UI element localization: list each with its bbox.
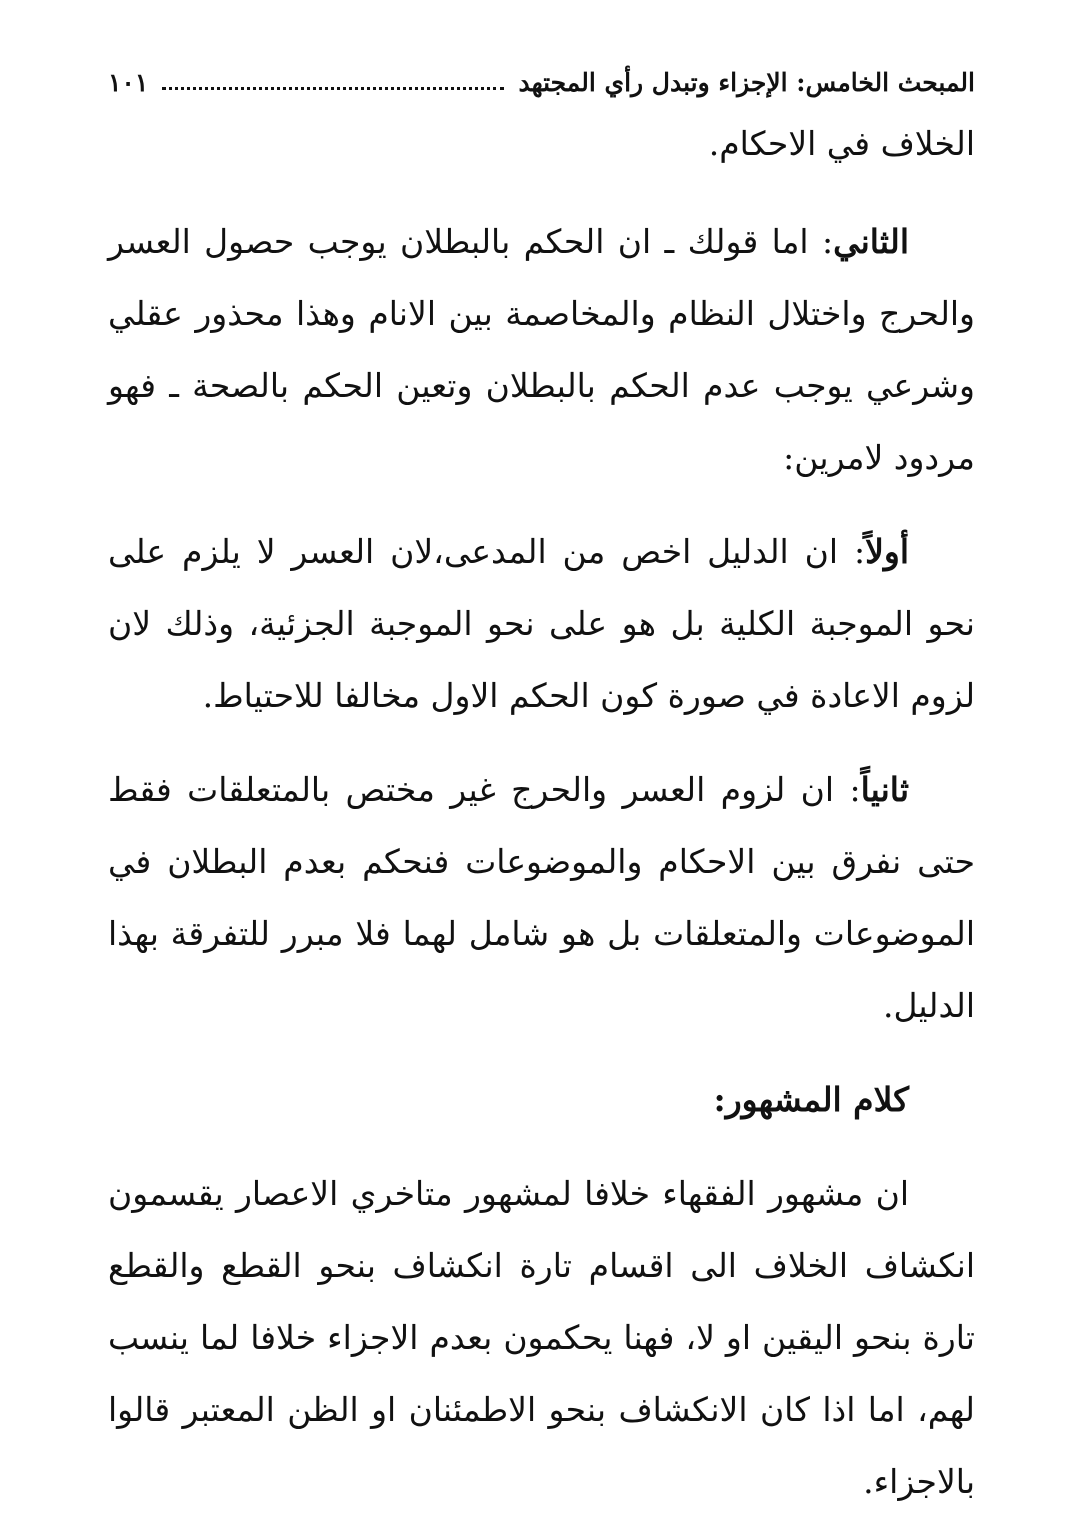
page-body [108, 108, 975, 1540]
paragraph-first-reason [108, 516, 975, 732]
paragraph-lead: أولاً [865, 532, 909, 571]
section-heading: كلام المشهور: [713, 1080, 909, 1119]
paragraph-text: : اما قولك ـ ان الحكم بالبطلان يوجب حصول العسر والحرج واختلال النظام والمخاصمة بين الانام وهذا محذور عقلي وشرعي يوجب عدم الحكم بالبطلان وتعين الحكم بالصحة ـ فهو مردود لامرين: [108, 222, 975, 477]
paragraph-final: ان مشهور الفقهاء خلافا لمشهور متاخري الاعصار يقسمون انكشاف الخلاف الى اقسام تارة انكشاف بنحو القطع والقطع تارة بنحو اليقين او لا، فهنا يحكمون بعدم الاجزاء خلافا لما ينسب لهم، اما اذا كان الانكشاف بنحو الاطمئنان او الظن المعتبر قالوا بالاجزاء. [108, 1174, 975, 1501]
header-leader-dots [162, 87, 504, 90]
paragraph-second-point [108, 206, 975, 494]
paragraph-lead: ثانياً [860, 770, 909, 809]
paragraph-text: : ان الدليل اخص من المدعى،لان العسر لا يلزم على نحو الموجبة الكلية بل هو على نحو الموجبة الجزئية، وذلك لان لزوم الاعادة في صورة كون الحكم الاول مخالفا للاحتياط. [108, 532, 975, 715]
page-number: ١٠١ [108, 68, 149, 97]
header-title: المبحث الخامس: الإجزاء وتبدل رأي المجتهد [518, 68, 975, 97]
running-header [108, 52, 975, 98]
paragraph-continuation [108, 108, 975, 180]
paragraph-text: : ان لزوم العسر والحرج غير مختص بالمتعلقات فقط حتى نفرق بين الاحكام والموضوعات فنحكم بعدم البطلان في الموضوعات والمتعلقات بل هو شامل لهما فلا مبرر للتفرقة بهذا الدليل. [108, 770, 975, 1025]
paragraph-text: الخلاف في الاحكام. [708, 124, 975, 163]
paragraph-second-reason [108, 754, 975, 1042]
paragraph-lead: الثاني [833, 222, 909, 261]
